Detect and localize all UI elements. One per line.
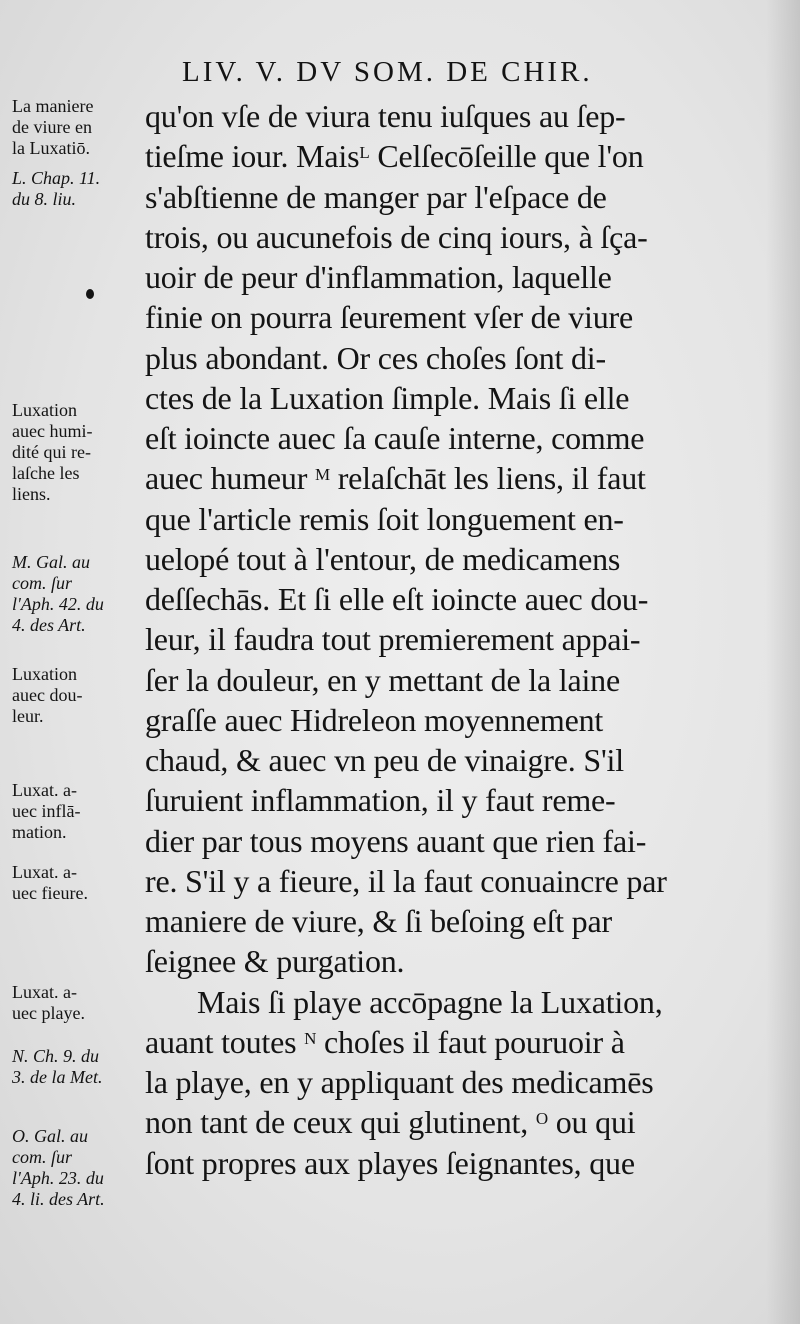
text-line xyxy=(145,458,715,498)
text-line: plus abondant. Or ces choſes ſont di- xyxy=(145,339,606,376)
margin-note-line: Luxation xyxy=(12,664,77,684)
text-segment: auec humeur xyxy=(145,460,315,497)
margin-note-line: mation. xyxy=(12,822,67,842)
text-line: graſſe auec Hidreleon moyennement xyxy=(145,701,604,738)
text-segment: relaſchāt les liens, il faut xyxy=(329,460,646,497)
note-marker: O xyxy=(535,1109,548,1129)
text-line xyxy=(145,1102,715,1142)
margin-note xyxy=(12,982,144,1024)
text-line: ſont propres aux playes ſeignantes, que xyxy=(145,1144,635,1181)
margin-note-line: O. Gal. au xyxy=(12,1126,88,1146)
margin-note-line: de viure en xyxy=(12,117,92,137)
text-line xyxy=(145,1022,715,1062)
margin-note-line: l'Aph. 23. du xyxy=(12,1168,104,1188)
text-segment: auant toutes xyxy=(145,1023,305,1060)
margin-note-line: laſche les xyxy=(12,463,80,483)
margin-reference xyxy=(12,552,144,636)
margin-note-line: La maniere xyxy=(12,96,94,116)
text-segment: choſes il faut pouruoir à xyxy=(316,1023,625,1060)
margin-note-line: liens. xyxy=(12,484,51,504)
note-marker: N xyxy=(304,1028,317,1048)
text-line: ſeignee & purgation. xyxy=(145,943,405,980)
margin-note-line: Luxat. a- xyxy=(12,780,77,800)
margin-note-line: 4. des Art. xyxy=(12,615,86,635)
main-text xyxy=(145,96,715,1183)
text-line: chaud, & auec vn peu de vinaigre. S'il xyxy=(145,742,624,778)
note-marker: M xyxy=(314,465,330,485)
margin-note-line: dité qui re- xyxy=(12,442,91,462)
text-line: eſt ioincte auec ſa cauſe interne, comme xyxy=(145,420,645,456)
page-edge-shadow xyxy=(766,0,800,1324)
running-head: LIV. V. DV SOM. DE CHIR. xyxy=(182,56,593,88)
margin-note-line: 3. de la Met. xyxy=(12,1067,103,1087)
text-segment: ou qui xyxy=(547,1104,636,1141)
margin-note xyxy=(12,862,144,904)
margin-reference xyxy=(12,168,144,210)
text-line: dier par tous moyens auant que rien fai- xyxy=(145,822,647,859)
text-line xyxy=(145,136,715,176)
text-line: uelopé tout à l'entour, de medicamens xyxy=(145,540,621,577)
margin-note-line: uec fieure. xyxy=(12,883,88,903)
text-line: Mais ſi playe accōpagne la Luxation, xyxy=(197,983,663,1020)
margin-note-line: uec inflā- xyxy=(12,801,81,821)
margin-note xyxy=(12,664,144,727)
margin-note xyxy=(12,780,144,843)
margin-note-line: auec dou- xyxy=(12,685,83,705)
margin-note-line: auec humi- xyxy=(12,421,93,441)
text-line: ſer la douleur, en y mettant de la laine xyxy=(145,661,620,698)
margin-note xyxy=(12,96,144,159)
margin-note-line: L. Chap. 11. xyxy=(12,168,101,188)
margin-note-line: com. ſur xyxy=(12,573,72,593)
margin-note-line: Luxat. a- xyxy=(12,862,77,882)
margin-note-line: Luxat. a- xyxy=(12,982,77,1002)
margin-note-line: Luxation xyxy=(12,400,77,420)
text-line: ſuruient inflammation, il y faut reme- xyxy=(145,782,616,819)
text-line: maniere de viure, & ſi beſoing eſt par xyxy=(145,903,612,939)
text-line: que l'article remis ſoit longuement en- xyxy=(145,500,624,537)
text-line: ctes de la Luxation ſimple. Mais ſi elle xyxy=(145,379,630,416)
margin-note-line: com. ſur xyxy=(12,1147,72,1167)
margin-note-line: uec playe. xyxy=(12,1003,85,1023)
text-line: qu'on vſe de viura tenu iuſques au ſep- xyxy=(145,98,626,134)
text-line: trois, ou aucunefois de cinq iours, à ſça- xyxy=(145,218,648,255)
margin-note-line: 4. li. des Art. xyxy=(12,1189,105,1209)
text-segment: Celſecōſeille que l'on xyxy=(369,138,644,175)
margin-reference xyxy=(12,1126,144,1210)
margin-note-line: M. Gal. au xyxy=(12,552,90,572)
margin-note-line: leur. xyxy=(12,706,44,726)
text-line: s'abſtienne de manger par l'eſpace de xyxy=(145,178,607,215)
note-marker: L xyxy=(359,143,370,163)
margin-note xyxy=(12,400,144,505)
ink-dot xyxy=(86,289,94,299)
margin-note-line: l'Aph. 42. du xyxy=(12,594,104,614)
text-line: la playe, en y appliquant des medicamēs xyxy=(145,1064,654,1100)
text-line: uoir de peur d'inflammation, laquelle xyxy=(145,259,612,295)
text-segment: tieſme iour. Mais xyxy=(145,138,360,175)
text-line: re. S'il y a fieure, il la faut conuaincre par xyxy=(145,862,667,899)
text-segment: non tant de ceux qui glutinent, xyxy=(145,1104,536,1141)
margin-note-line: du 8. liu. xyxy=(12,189,77,209)
margin-note-line: la Luxatiō. xyxy=(12,138,90,158)
text-line: leur, il faudra tout premierement appai- xyxy=(145,621,641,658)
margin-reference xyxy=(12,1046,144,1088)
text-line: finie on pourra ſeurement vſer de viure xyxy=(145,299,633,336)
margin-note-line: N. Ch. 9. du xyxy=(12,1046,100,1066)
text-line: deſſechās. Et ſi elle eſt ioincte auec dou- xyxy=(145,581,649,617)
